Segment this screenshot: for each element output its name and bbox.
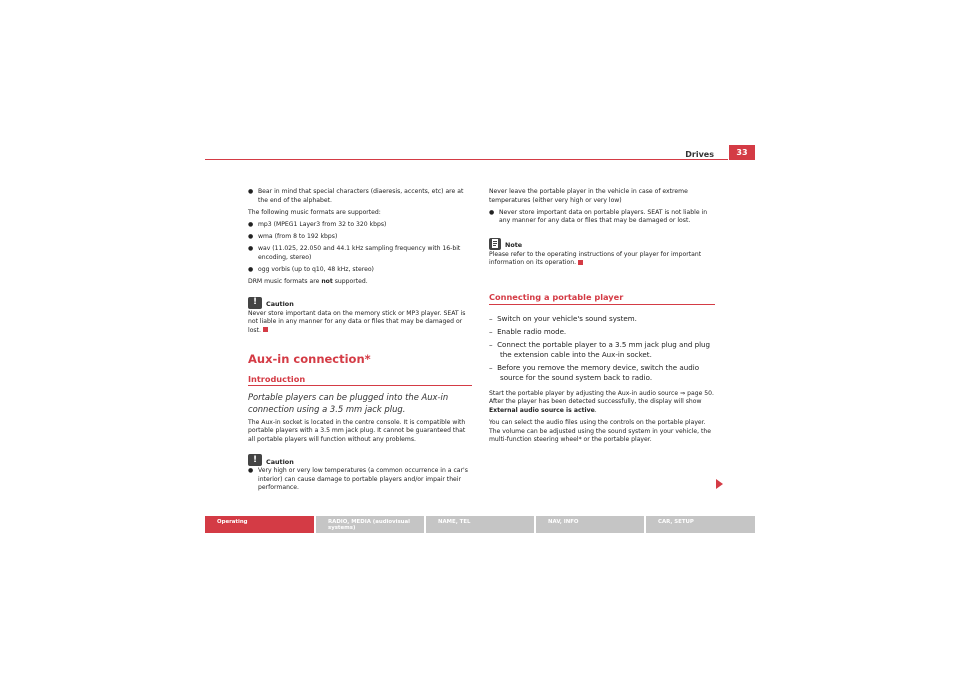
bullet-icon: ● <box>248 233 254 241</box>
caution-bullet: ● Very high or very low temperatures (a common occurrence in a car's interior) can cause damage to portable players and/or impair their performance. <box>248 467 468 492</box>
step-item: – Connect the portable player to a 3.5 mm jack plug and plug the extension cable into the Aux-in socket. <box>489 340 711 359</box>
footer-tab-radio-media[interactable]: RADIO, MEDIA (audiovisual systems) <box>316 516 424 533</box>
section-title: Aux-in connection* <box>248 352 371 367</box>
format-item: ● mp3 (MPEG1 Layer3 from 32 to 320 kbps) <box>248 220 387 228</box>
aux-source-text: Start the portable player by adjusting the Aux-in audio source ⇒ page 50. After the player has been detected successfully, the display will show External audio source is active. <box>489 389 714 415</box>
caution-text: Never store important data on the memory stick or MP3 player. SEAT is not liable in any manner for any data or files that may be damaged or lost. <box>248 309 466 334</box>
footer-nav <box>205 516 755 533</box>
bullet-icon: ● <box>489 208 495 216</box>
page-number: 33 <box>729 145 755 160</box>
bullet-icon: ● <box>248 467 254 475</box>
caution-heading: ! Caution <box>248 454 472 466</box>
header-divider <box>205 159 728 160</box>
bullet-icon: ● <box>248 188 254 195</box>
footer-tab-nav-info[interactable]: NAV, INFO <box>536 516 644 533</box>
end-mark-icon <box>578 260 583 265</box>
bullet-icon: ● <box>248 245 254 253</box>
next-page-arrow-icon <box>716 479 723 489</box>
volume-text: You can select the audio files using the controls on the portable player. The volume can be adjusted using the sound system in your vehicle, the multi-function steering wheel* or the portable player. <box>489 419 711 444</box>
bullet-icon: ● <box>248 220 254 228</box>
temperature-text: Never leave the portable player in the vehicle in case of extreme temperatures (either very high or very low) <box>489 188 688 204</box>
subsection-title: Connecting a portable player <box>489 293 715 305</box>
formats-intro: The following music formats are supported: <box>248 208 381 216</box>
footer-tab-operating[interactable]: Operating <box>205 516 314 533</box>
right-column <box>489 188 715 449</box>
drm-note: DRM music formats are not supported. <box>248 278 368 286</box>
note-text: Please refer to the operating instructions of your player for important information on its operation. <box>489 250 702 267</box>
page-header-title: Drives <box>685 150 714 159</box>
footer-tab-car-setup[interactable]: CAR, SETUP <box>646 516 755 533</box>
step-item: – Enable radio mode. <box>489 327 567 337</box>
format-item: ● ogg vorbis (up to q10, 48 kHz, stereo) <box>248 266 374 274</box>
footer-tab-name-tel[interactable]: NAME, TEL <box>426 516 534 533</box>
lead-text: Portable players can be plugged into the Aux-in connection using a 3.5 mm jack plug. <box>248 392 449 414</box>
subsection-title: Introduction <box>248 375 472 387</box>
warning-icon: ! <box>248 454 262 466</box>
bullet-item: ● Bear in mind that special characters (diaeresis, accents, etc) are at the end of the alphabet. <box>248 188 464 204</box>
step-item: – Before you remove the memory device, switch the audio source for the sound system back to radio. <box>489 363 700 382</box>
note-icon <box>489 238 501 250</box>
left-column <box>248 188 472 497</box>
bullet-item: ● Never store important data on portable players. SEAT is not liable in any manner for any data or files that may be damaged or lost. <box>489 208 708 225</box>
caution-heading: ! Caution <box>248 297 472 309</box>
bullet-icon: ● <box>248 266 254 274</box>
intro-text: The Aux-in socket is located in the centre console. It is compatible with portable players with a 3.5 mm jack plug. It cannot be guaranteed that all portable players will function without any problems. <box>248 418 466 444</box>
step-item: – Switch on your vehicle's sound system. <box>489 313 637 323</box>
format-item: ● wav (11.025, 22.050 and 44.1 kHz sampling frequency with 16-bit encoding, stereo) <box>248 245 461 261</box>
end-mark-icon <box>263 327 268 332</box>
format-item: ● wma (from 8 to 192 kbps) <box>248 233 338 241</box>
note-heading: Note <box>489 238 715 250</box>
warning-icon: ! <box>248 297 262 309</box>
